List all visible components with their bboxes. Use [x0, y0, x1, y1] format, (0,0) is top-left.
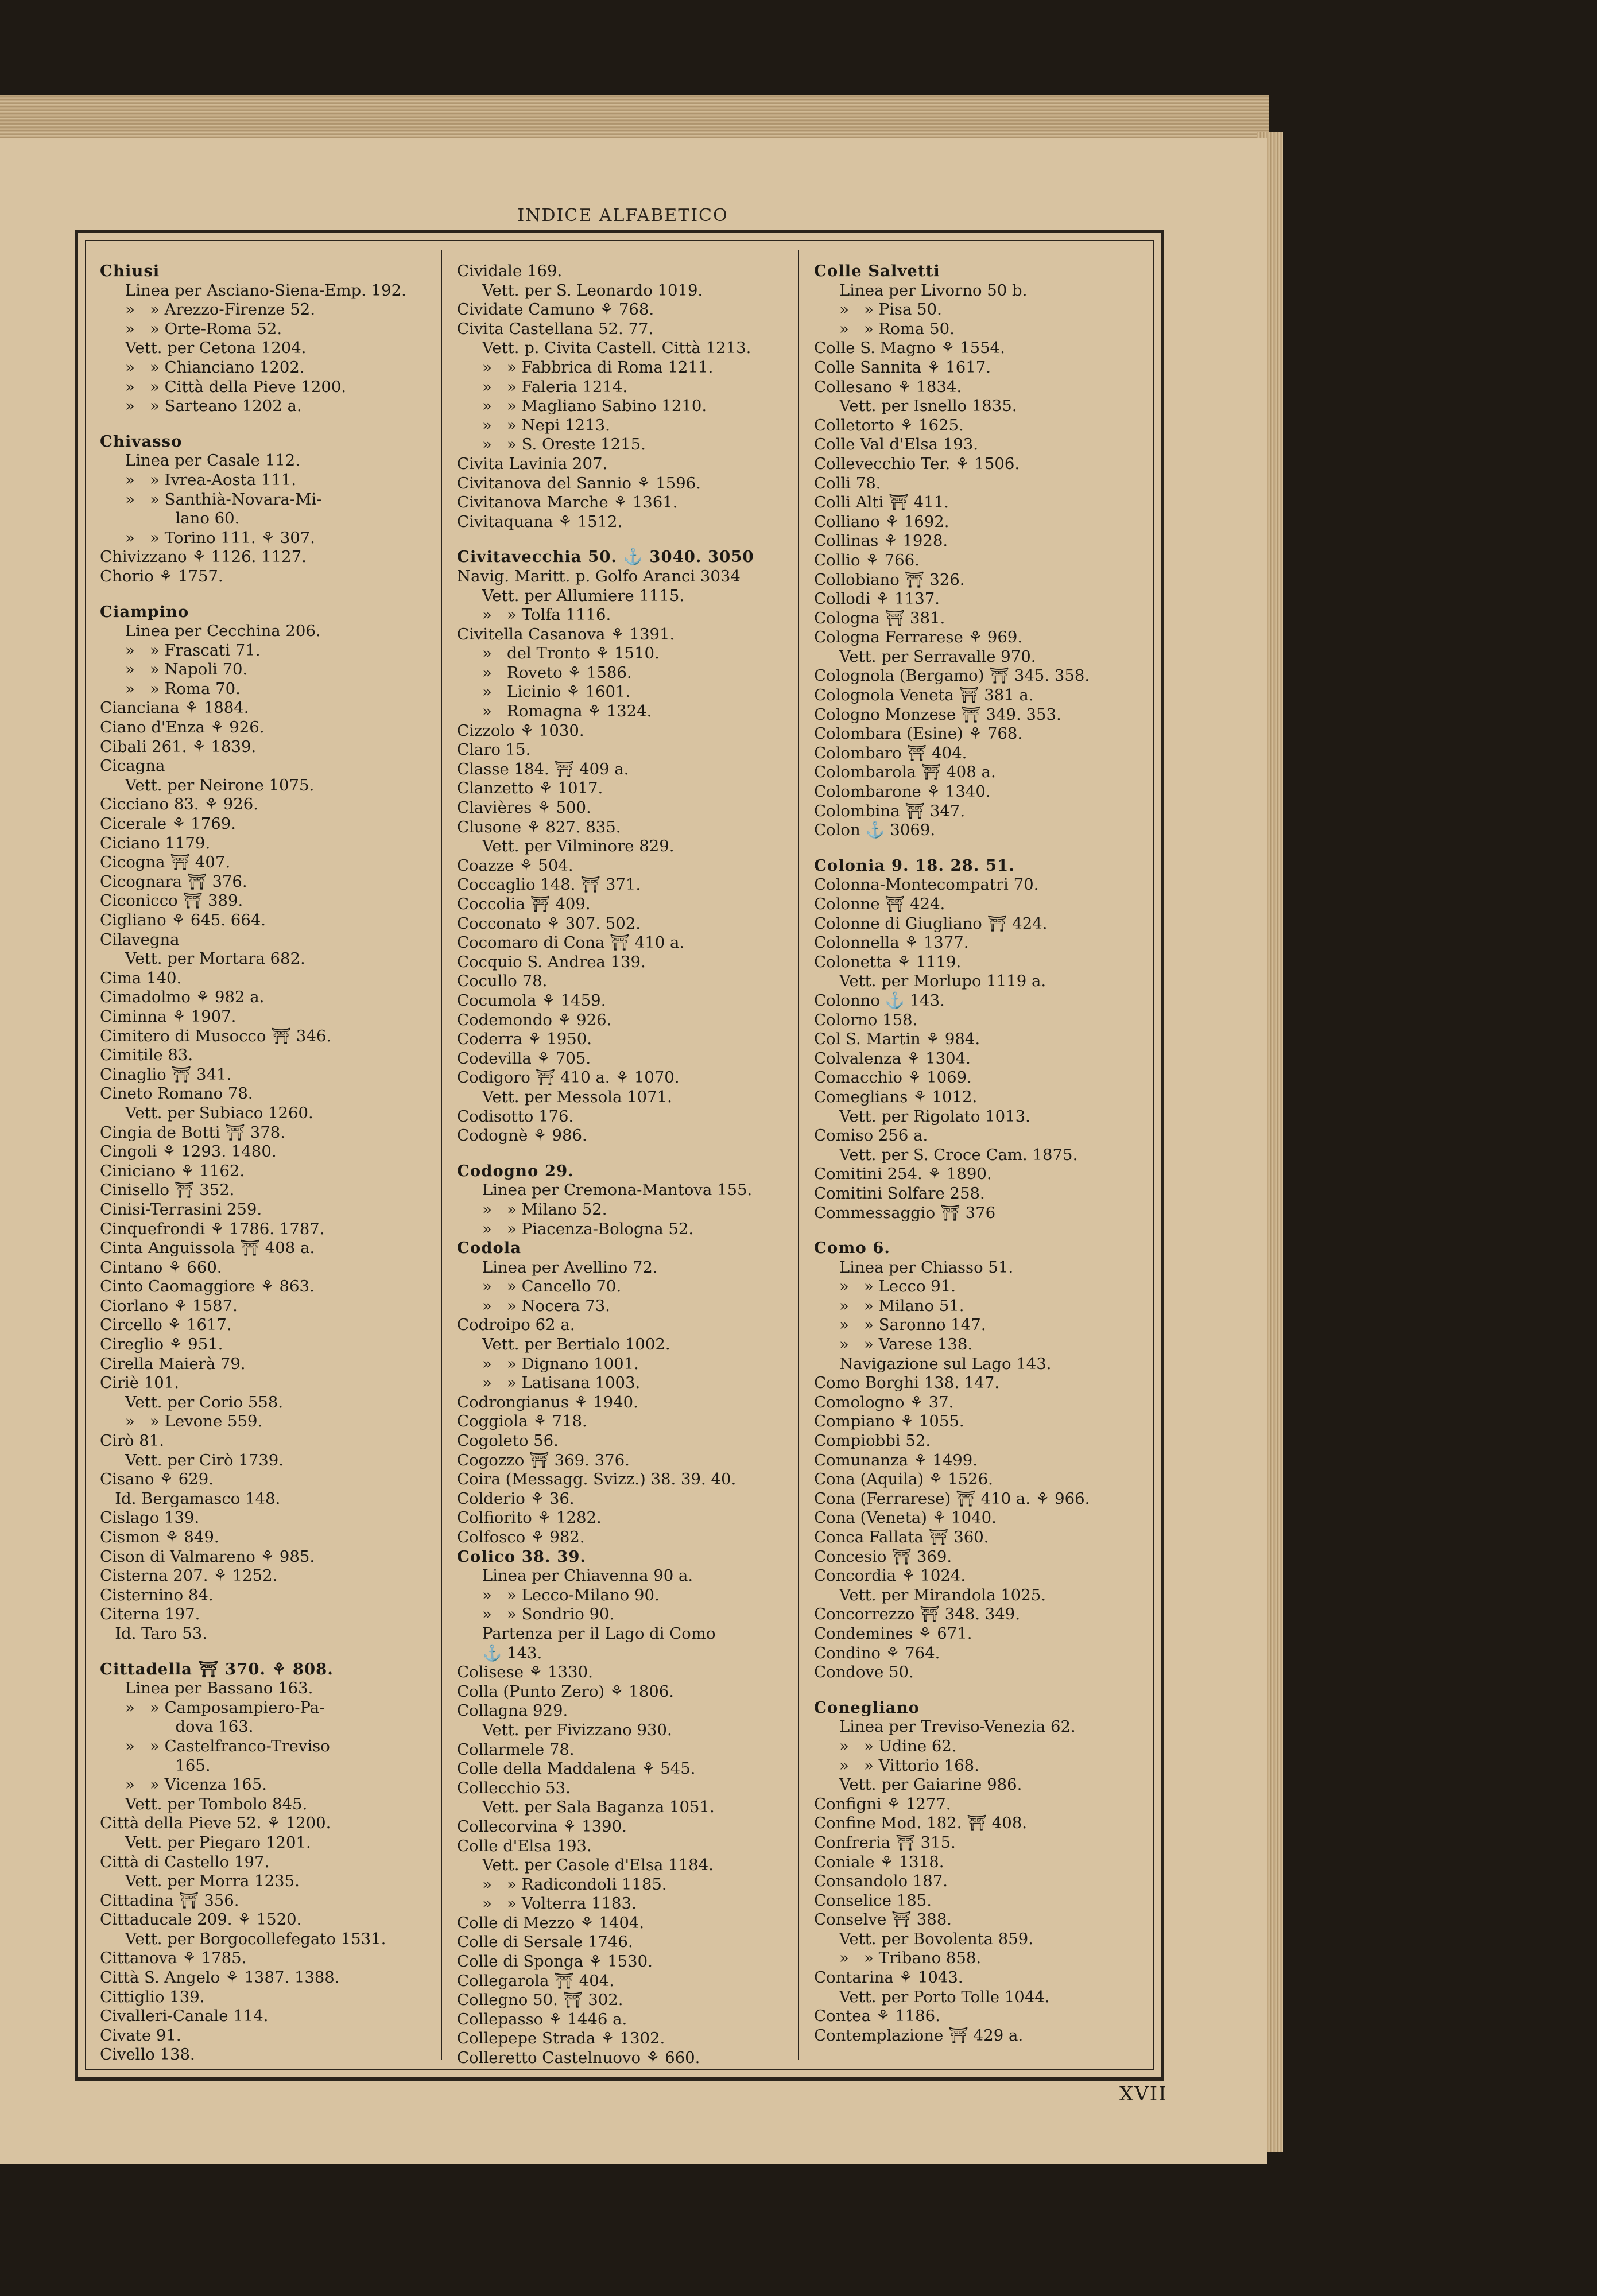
index-frame	[75, 230, 1164, 2081]
index-entry: Colon ⚓ 3069.	[814, 821, 936, 840]
index-entry: Cineto Romano 78.	[100, 1084, 253, 1103]
index-entry: Cogozzo ⛩ 369. 376.	[457, 1450, 630, 1469]
index-entry: Colonno ⚓ 143.	[814, 991, 945, 1010]
index-entry: Condemines ⚘ 671.	[814, 1624, 972, 1643]
index-entry: Vett. per Messola 1071.	[482, 1087, 672, 1106]
index-entry: Col S. Martin ⚘ 984.	[814, 1030, 980, 1049]
index-entry: » del Tronto ⚘ 1510.	[482, 644, 660, 663]
index-entry: Cocumola ⚘ 1459.	[457, 991, 606, 1010]
index-entry: Configni ⚘ 1277.	[814, 1794, 951, 1813]
index-entry: Cona (Aquila) ⚘ 1526.	[814, 1470, 993, 1489]
index-entry: » » Varese 138.	[839, 1335, 973, 1354]
index-entry: Vett. per Morlupo 1119 a.	[839, 972, 1046, 991]
index-entry: Como Borghi 138. 147.	[814, 1374, 999, 1393]
index-entry: Colderio ⚘ 36.	[457, 1489, 575, 1508]
index-entry: Comunanza ⚘ 1499.	[814, 1450, 978, 1469]
index-entry: Cison di Valmareno ⚘ 985.	[100, 1547, 315, 1566]
index-entry: Vett. per Mortara 682.	[125, 949, 305, 968]
index-entry: Collobiano ⛩ 326.	[814, 570, 965, 589]
index-entry: » » Torino 111. ⚘ 307.	[125, 528, 315, 547]
column-separator	[798, 250, 799, 2060]
index-entry: Ciniciano ⚘ 1162.	[100, 1161, 245, 1180]
index-entry: Cicogna ⛩ 407.	[100, 853, 231, 872]
index-entry: » » Città della Pieve 1200.	[125, 377, 347, 396]
index-entry: Cimitero di Musocco ⛩ 346.	[100, 1026, 332, 1045]
index-entry: Colonne di Giugliano ⛩ 424.	[814, 914, 1048, 933]
index-entry: Collagna 929.	[457, 1701, 568, 1720]
index-entry: Clanzetto ⚘ 1017.	[457, 779, 603, 798]
index-entry: Colli 78.	[814, 474, 881, 492]
index-entry: Vett. per Cetona 1204.	[125, 339, 307, 358]
index-entry: Città S. Angelo ⚘ 1387. 1388.	[100, 1968, 340, 1987]
index-entry: » » Nepi 1213.	[482, 416, 610, 435]
index-entry: » » Roma 50.	[839, 319, 955, 338]
index-entry: Colletorto ⚘ 1625.	[814, 416, 964, 435]
index-entry: Comitini 254. ⚘ 1890.	[814, 1165, 992, 1184]
index-entry: Id. Bergamasco 148.	[100, 1489, 281, 1508]
index-heading-entry: Colico 38. 39.	[457, 1547, 587, 1566]
index-entry: Cima 140.	[100, 968, 182, 987]
index-entry: Cilavegna	[100, 930, 180, 949]
index-entry: Ciriè 101.	[100, 1374, 180, 1393]
index-entry: Collecorvina ⚘ 1390.	[457, 1817, 627, 1836]
index-entry: Colli Alti ⛩ 411.	[814, 493, 949, 512]
index-entry: Compiano ⚘ 1055.	[814, 1412, 964, 1431]
index-entry: Colognola Veneta ⛩ 381 a.	[814, 686, 1034, 705]
index-entry: Cintano ⚘ 660.	[100, 1258, 222, 1277]
index-entry: » » Milano 51.	[839, 1296, 964, 1315]
index-entry: » Licinio ⚘ 1601.	[482, 682, 631, 701]
index-entry: Cireglio ⚘ 951.	[100, 1335, 223, 1354]
running-head: INDICE ALFABETICO	[517, 205, 728, 226]
index-entry: » » Milano 52.	[482, 1200, 607, 1219]
index-entry: Concordia ⚘ 1024.	[814, 1566, 966, 1585]
index-entry: Linea per Livorno 50 b.	[839, 281, 1028, 300]
index-entry: Cicagna	[100, 757, 165, 775]
index-entry: Civitanova Marche ⚘ 1361.	[457, 493, 678, 512]
index-entry: Collodi ⚘ 1137.	[814, 589, 940, 608]
index-entry: Cona (Ferrarese) ⛩ 410 a. ⚘ 966.	[814, 1489, 1090, 1508]
index-entry: Ciminna ⚘ 1907.	[100, 1007, 237, 1026]
index-entry: Cinta Anguissola ⛩ 408 a.	[100, 1239, 315, 1258]
index-entry: » » Orte-Roma 52.	[125, 319, 282, 338]
index-entry: Cocomaro di Cona ⛩ 410 a.	[457, 933, 685, 952]
index-entry: Cicciano 83. ⚘ 926.	[100, 795, 258, 814]
index-entry: Città della Pieve 52. ⚘ 1200.	[100, 1814, 331, 1833]
index-entry: Vett. per Borgocollefegato 1531.	[125, 1929, 386, 1948]
index-entry: Civello 138.	[100, 2045, 195, 2064]
index-entry: Vett. per Casole d'Elsa 1184.	[482, 1856, 714, 1875]
index-entry: Colfiorito ⚘ 1282.	[457, 1508, 602, 1527]
index-entry: Civitaquana ⚘ 1512.	[457, 512, 623, 531]
index-entry: Vett. per Gaiarine 986.	[839, 1775, 1022, 1794]
index-entry: Confreria ⛩ 315.	[814, 1833, 956, 1852]
index-entry: Colle di Mezzo ⚘ 1404.	[457, 1913, 645, 1932]
index-entry: Cimitile 83.	[100, 1046, 193, 1065]
index-entry: Vett. per Morra 1235.	[125, 1872, 300, 1891]
index-entry: Comeglians ⚘ 1012.	[814, 1087, 978, 1106]
index-entry: Vett. per Subiaco 1260.	[125, 1103, 313, 1122]
index-entry: Cingoli ⚘ 1293. 1480.	[100, 1142, 277, 1161]
index-entry: Comitini Solfare 258.	[814, 1184, 985, 1203]
index-entry: Colombara (Esine) ⚘ 768.	[814, 724, 1023, 743]
index-entry: Circello ⚘ 1617.	[100, 1316, 232, 1335]
index-entry: Contarina ⚘ 1043.	[814, 1968, 963, 1987]
index-entry: Cividale 169.	[457, 262, 563, 280]
index-entry: Colle Sannita ⚘ 1617.	[814, 358, 991, 377]
index-entry: Linea per Bassano 163.	[125, 1679, 313, 1698]
index-entry: Cocconato ⚘ 307. 502.	[457, 914, 641, 933]
index-heading-entry: Civitavecchia 50. ⚓ 3040. 3050	[457, 548, 754, 567]
index-entry: Cimadolmo ⚘ 982 a.	[100, 988, 265, 1007]
index-entry: Ciconicco ⛩ 389.	[100, 891, 243, 910]
index-entry: Collevecchio Ter. ⚘ 1506.	[814, 454, 1020, 473]
index-entry: Civitella Casanova ⚘ 1391.	[457, 625, 675, 643]
index-column-1	[100, 262, 433, 2065]
index-heading-entry: Conegliano	[814, 1698, 920, 1717]
index-entry: Ciciano 1179.	[100, 833, 211, 852]
index-entry: Codroipo 62 a.	[457, 1316, 575, 1335]
index-entry: Coccolia ⛩ 409.	[457, 895, 591, 913]
index-entry: Cismon ⚘ 849.	[100, 1528, 219, 1546]
index-entry: Cinquefrondi ⚘ 1786. 1787.	[100, 1219, 325, 1238]
index-entry: Contemplazione ⛩ 429 a.	[814, 2026, 1024, 2045]
index-entry: Codemondo ⚘ 926.	[457, 1010, 612, 1029]
index-entry: » » Lecco 91.	[839, 1277, 956, 1296]
index-entry: Colfosco ⚘ 982.	[457, 1528, 585, 1546]
index-entry: Colonna-Montecompatri 70.	[814, 875, 1039, 894]
index-entry: Città di Castello 197.	[100, 1852, 270, 1871]
index-entry: » » Udine 62.	[839, 1736, 957, 1755]
index-column-3	[814, 262, 1147, 2045]
index-entry: » » Camposampiero-Pa-	[125, 1698, 325, 1717]
index-entry: Coira (Messagg. Svizz.) 38. 39. 40.	[457, 1470, 737, 1489]
index-entry: » » Vittorio 168.	[839, 1756, 979, 1775]
index-entry: Id. Taro 53.	[100, 1624, 207, 1643]
column-separator	[441, 250, 442, 2060]
index-entry: » » Arezzo-Firenze 52.	[125, 300, 315, 319]
index-entry: Linea per Chiavenna 90 a.	[482, 1566, 693, 1585]
index-entry: Coniale ⚘ 1318.	[814, 1852, 944, 1871]
index-entry: Cocquio S. Andrea 139.	[457, 952, 646, 971]
index-entry: Linea per Treviso-Venezia 62.	[839, 1717, 1076, 1736]
index-entry: Vett. p. Civita Castell. Città 1213.	[482, 339, 751, 358]
index-entry: Partenza per il Lago di Como	[482, 1624, 716, 1643]
index-entry: Colisese ⚘ 1330.	[457, 1663, 593, 1682]
index-entry: Colle di Sponga ⚘ 1530.	[457, 1952, 653, 1971]
index-heading-entry: Como 6.	[814, 1239, 890, 1258]
index-entry: » » Roma 70.	[125, 679, 241, 698]
index-entry: Comologno ⚘ 37.	[814, 1393, 954, 1411]
index-entry: Colonne ⛩ 424.	[814, 895, 945, 913]
index-entry: Cisternino 84.	[100, 1585, 214, 1604]
index-entry: Comacchio ⚘ 1069.	[814, 1068, 972, 1087]
index-entry: Vett. per Rigolato 1013.	[839, 1107, 1030, 1126]
index-entry: Vett. per Porto Tolle 1044.	[839, 1987, 1050, 2006]
index-entry: Coccaglio 148. ⛩ 371.	[457, 875, 641, 894]
index-entry: Collesano ⚘ 1834.	[814, 377, 962, 396]
index-entry: Colliano ⚘ 1692.	[814, 512, 949, 531]
index-entry: » » Tribano 858.	[839, 1949, 982, 1968]
index-entry: Colle S. Magno ⚘ 1554.	[814, 339, 1005, 358]
index-entry: Cislago 139.	[100, 1508, 200, 1527]
index-entry: Vett. per Bovolenta 859.	[839, 1929, 1034, 1948]
index-entry: » » Sarteano 1202 a.	[125, 397, 302, 416]
index-entry: Colle Val d'Elsa 193.	[814, 435, 978, 454]
index-entry: Linea per Cecchina 206.	[125, 622, 321, 641]
index-entry: Cicognara ⛩ 376.	[100, 872, 247, 891]
index-entry: Comiso 256 a.	[814, 1126, 928, 1145]
index-entry: Navig. Maritt. p. Golfo Aranci 3034	[457, 567, 741, 585]
index-entry: Ciano d'Enza ⚘ 926.	[100, 718, 265, 737]
index-heading-entry: Codogno 29.	[457, 1161, 574, 1180]
index-entry: » » Sondrio 90.	[482, 1605, 615, 1624]
index-entry: Classe 184. ⛩ 409 a.	[457, 759, 629, 778]
index-entry: Colle di Sersale 1746.	[457, 1933, 633, 1952]
index-entry: Cianciana ⚘ 1884.	[100, 699, 249, 718]
index-entry: Colla (Punto Zero) ⚘ 1806.	[457, 1682, 675, 1701]
index-entry: Commessaggio ⛩ 376	[814, 1203, 996, 1222]
index-entry: Cirò 81.	[100, 1432, 165, 1450]
index-entry: Vett. per Isnello 1835.	[839, 397, 1017, 416]
index-entry: » » Chianciano 1202.	[125, 358, 305, 377]
index-entry: Cinaglio ⛩ 341.	[100, 1065, 232, 1084]
index-entry: » » S. Oreste 1215.	[482, 435, 646, 454]
index-entry: Colombaro ⛩ 404.	[814, 743, 967, 762]
index-entry: Collegarola ⛩ 404.	[457, 1971, 614, 1990]
index-entry: Vett. per Serravalle 970.	[839, 647, 1036, 666]
index-entry: » Romagna ⚘ 1324.	[482, 702, 652, 721]
index-entry: Cittaducale 209. ⚘ 1520.	[100, 1910, 302, 1929]
index-entry: Coggiola ⚘ 718.	[457, 1412, 587, 1431]
index-entry: » » Piacenza-Bologna 52.	[482, 1219, 694, 1238]
index-entry: Cibali 261. ⚘ 1839.	[100, 737, 257, 756]
index-entry: Citerna 197.	[100, 1605, 200, 1624]
index-entry: Civita Castellana 52. 77.	[457, 319, 654, 338]
index-entry: Colombina ⛩ 347.	[814, 801, 966, 820]
index-entry: Collepepe Strada ⚘ 1302.	[457, 2029, 665, 2048]
index-entry: Codigoro ⛩ 410 a. ⚘ 1070.	[457, 1068, 680, 1087]
index-entry: Colonnella ⚘ 1377.	[814, 933, 969, 952]
index-heading-entry: Chivasso	[100, 432, 183, 451]
index-entry: Condino ⚘ 764.	[814, 1643, 940, 1662]
index-entry: Chivizzano ⚘ 1126. 1127.	[100, 548, 307, 567]
index-entry: Contea ⚘ 1186.	[814, 2007, 940, 2026]
index-entry: » » Ivrea-Aosta 111.	[125, 470, 297, 489]
index-entry: Cologna Ferrarese ⚘ 969.	[814, 628, 1023, 647]
index-entry: » » Vicenza 165.	[125, 1775, 268, 1794]
index-entry: Collarmele 78.	[457, 1740, 575, 1759]
index-entry: Navigazione sul Lago 143.	[839, 1354, 1052, 1373]
index-entry: Concorrezzo ⛩ 348. 349.	[814, 1605, 1020, 1624]
index-entry: Concesio ⛩ 369.	[814, 1547, 952, 1566]
index-entry: ⚓ 143.	[482, 1643, 542, 1662]
index-heading-entry: Colle Salvetti	[814, 262, 940, 280]
index-entry: Cologna ⛩ 381.	[814, 608, 945, 627]
index-entry: lano 60.	[125, 509, 240, 528]
index-entry: » » Levone 559.	[125, 1412, 263, 1431]
index-entry: Cigliano ⚘ 645. 664.	[100, 911, 266, 929]
index-entry: Conselve ⛩ 388.	[814, 1910, 952, 1929]
index-entry: Cologno Monzese ⛩ 349. 353.	[814, 705, 1061, 724]
index-entry: Civalleri-Canale 114.	[100, 2007, 269, 2026]
index-entry: » » Magliano Sabino 1210.	[482, 397, 707, 416]
index-entry: Vett. per Vilminore 829.	[482, 837, 675, 856]
index-entry: Conca Fallata ⛩ 360.	[814, 1528, 989, 1546]
index-entry: dova 163.	[125, 1717, 254, 1736]
index-entry: Compiobbi 52.	[814, 1432, 931, 1450]
index-entry: Colle della Maddalena ⚘ 545.	[457, 1759, 696, 1778]
index-entry: 165.	[125, 1756, 211, 1775]
index-entry: Vett. per Bertialo 1002.	[482, 1335, 670, 1354]
index-entry: Chorio ⚘ 1757.	[100, 567, 223, 585]
index-entry: Linea per Avellino 72.	[482, 1258, 658, 1277]
index-entry: Vett. per S. Croce Cam. 1875.	[839, 1145, 1078, 1164]
index-entry: Vett. per Fivizzano 930.	[482, 1720, 672, 1739]
index-heading-entry: Chiusi	[100, 262, 160, 280]
index-entry: Conselice 185.	[814, 1891, 932, 1910]
index-entry: » » Santhià-Novara-Mi-	[125, 490, 322, 509]
index-entry: Vett. per Tombolo 845.	[125, 1794, 308, 1813]
index-column-2	[457, 262, 790, 2068]
index-entry: Coderra ⚘ 1950.	[457, 1030, 592, 1049]
index-entry: Collegno 50. ⛩ 302.	[457, 1991, 623, 2010]
index-entry: Cittadina ⛩ 356.	[100, 1891, 239, 1910]
index-entry: Vett. per Cirò 1739.	[125, 1450, 284, 1469]
index-entry: Cocullo 78.	[457, 972, 548, 991]
index-entry: Civitanova del Sannio ⚘ 1596.	[457, 474, 701, 492]
index-entry: Condove 50.	[814, 1663, 914, 1682]
index-entry: Colorno 158.	[814, 1010, 918, 1029]
index-entry: » » Saronno 147.	[839, 1316, 986, 1335]
index-entry: Codognè ⚘ 986.	[457, 1126, 587, 1145]
index-entry: Cittanova ⚘ 1785.	[100, 1949, 247, 1968]
index-entry: Cingia de Botti ⛩ 378.	[100, 1123, 285, 1142]
page-number: XVII	[1119, 2082, 1168, 2105]
index-entry: Codisotto 176.	[457, 1107, 574, 1126]
index-entry: Civita Lavinia 207.	[457, 454, 608, 473]
index-entry: Collio ⚘ 766.	[814, 550, 920, 569]
index-entry: Cinisi-Terrasini 259.	[100, 1200, 262, 1219]
index-entry: Cogoleto 56.	[457, 1432, 559, 1450]
index-entry: Vett. per Sala Baganza 1051.	[482, 1798, 715, 1817]
index-entry: Vett. per S. Leonardo 1019.	[482, 281, 703, 300]
index-entry: Colombarone ⚘ 1340.	[814, 782, 991, 801]
index-entry: Colvalenza ⚘ 1304.	[814, 1049, 971, 1068]
index-entry: » » Napoli 70.	[125, 660, 248, 679]
index-entry: Ciorlano ⚘ 1587.	[100, 1296, 238, 1315]
index-entry: Linea per Chiasso 51.	[839, 1258, 1014, 1277]
index-entry: » » Lecco-Milano 90.	[482, 1585, 660, 1604]
index-entry: » Roveto ⚘ 1586.	[482, 663, 632, 682]
index-entry: Claro 15.	[457, 740, 531, 759]
index-entry: Vett. per Piegaro 1201.	[125, 1833, 311, 1852]
index-entry: Colognola (Bergamo) ⛩ 345. 358.	[814, 666, 1090, 685]
index-heading-entry: Cittadella ⛩ 370. ⚘ 808.	[100, 1659, 334, 1678]
index-entry: Vett. per Corio 558.	[125, 1393, 284, 1411]
index-entry: Cicerale ⚘ 1769.	[100, 815, 236, 833]
index-entry: Clusone ⚘ 827. 835.	[457, 817, 621, 836]
index-entry: » » Volterra 1183.	[482, 1894, 637, 1913]
index-entry: » » Tolfa 1116.	[482, 606, 611, 625]
index-entry: Confine Mod. 182. ⛩ 408.	[814, 1814, 1028, 1833]
index-entry: Cittiglio 139.	[100, 1987, 205, 2006]
index-entry: » » Frascati 71.	[125, 641, 261, 660]
index-entry: » » Nocera 73.	[482, 1296, 610, 1315]
index-entry: Collinas ⚘ 1928.	[814, 532, 948, 550]
index-entry: Cirella Maierà 79.	[100, 1354, 246, 1373]
index-entry: Collepasso ⚘ 1446 a.	[457, 2010, 627, 2029]
index-entry: Vett. per Allumiere 1115.	[482, 586, 685, 605]
index-entry: » » Dignano 1001.	[482, 1354, 639, 1373]
index-entry: » » Latisana 1003.	[482, 1374, 641, 1393]
index-entry: » » Castelfranco-Treviso	[125, 1736, 330, 1755]
index-entry: Vett. per Mirandola 1025.	[839, 1585, 1046, 1604]
index-entry: Cinisello ⛩ 352.	[100, 1181, 235, 1200]
index-entry: » » Pisa 50.	[839, 300, 942, 319]
index-entry: Cividate Camuno ⚘ 768.	[457, 300, 654, 319]
index-entry: Colleretto Castelnuovo ⚘ 660.	[457, 2049, 700, 2068]
index-entry: » » Fabbrica di Roma 1211.	[482, 358, 714, 377]
index-entry: Civate 91.	[100, 2026, 181, 2045]
index-entry: Linea per Casale 112.	[125, 451, 300, 470]
index-entry: Linea per Cremona-Mantova 155.	[482, 1181, 753, 1200]
index-entry: » » Radicondoli 1185.	[482, 1875, 667, 1894]
index-heading-entry: Colonia 9. 18. 28. 51.	[814, 856, 1015, 875]
index-entry: Vett. per Neirone 1075.	[125, 775, 315, 794]
index-entry: Colombarola ⛩ 408 a.	[814, 763, 996, 782]
index-entry: Cona (Veneta) ⚘ 1040.	[814, 1508, 997, 1527]
index-entry: Linea per Asciano-Siena-Emp. 192.	[125, 281, 406, 300]
index-heading-entry: Codola	[457, 1239, 522, 1258]
index-entry: Collecchio 53.	[457, 1778, 571, 1797]
index-entry: » » Cancello 70.	[482, 1277, 622, 1296]
index-entry: Cisterna 207. ⚘ 1252.	[100, 1566, 278, 1585]
index-entry: Consandolo 187.	[814, 1872, 948, 1891]
index-heading-entry: Ciampino	[100, 602, 189, 621]
index-entry: Colonetta ⚘ 1119.	[814, 952, 962, 971]
index-entry: Clavières ⚘ 500.	[457, 798, 591, 817]
index-entry: Colle d'Elsa 193.	[457, 1836, 592, 1855]
index-entry: Cizzolo ⚘ 1030.	[457, 721, 584, 740]
index-entry: Cinto Caomaggiore ⚘ 863.	[100, 1277, 315, 1296]
index-entry: » » Faleria 1214.	[482, 377, 628, 396]
index-entry: Coazze ⚘ 504.	[457, 856, 573, 875]
index-entry: Codrongianus ⚘ 1940.	[457, 1393, 638, 1411]
index-entry: Cisano ⚘ 629.	[100, 1470, 214, 1489]
index-entry: Codevilla ⚘ 705.	[457, 1049, 591, 1068]
